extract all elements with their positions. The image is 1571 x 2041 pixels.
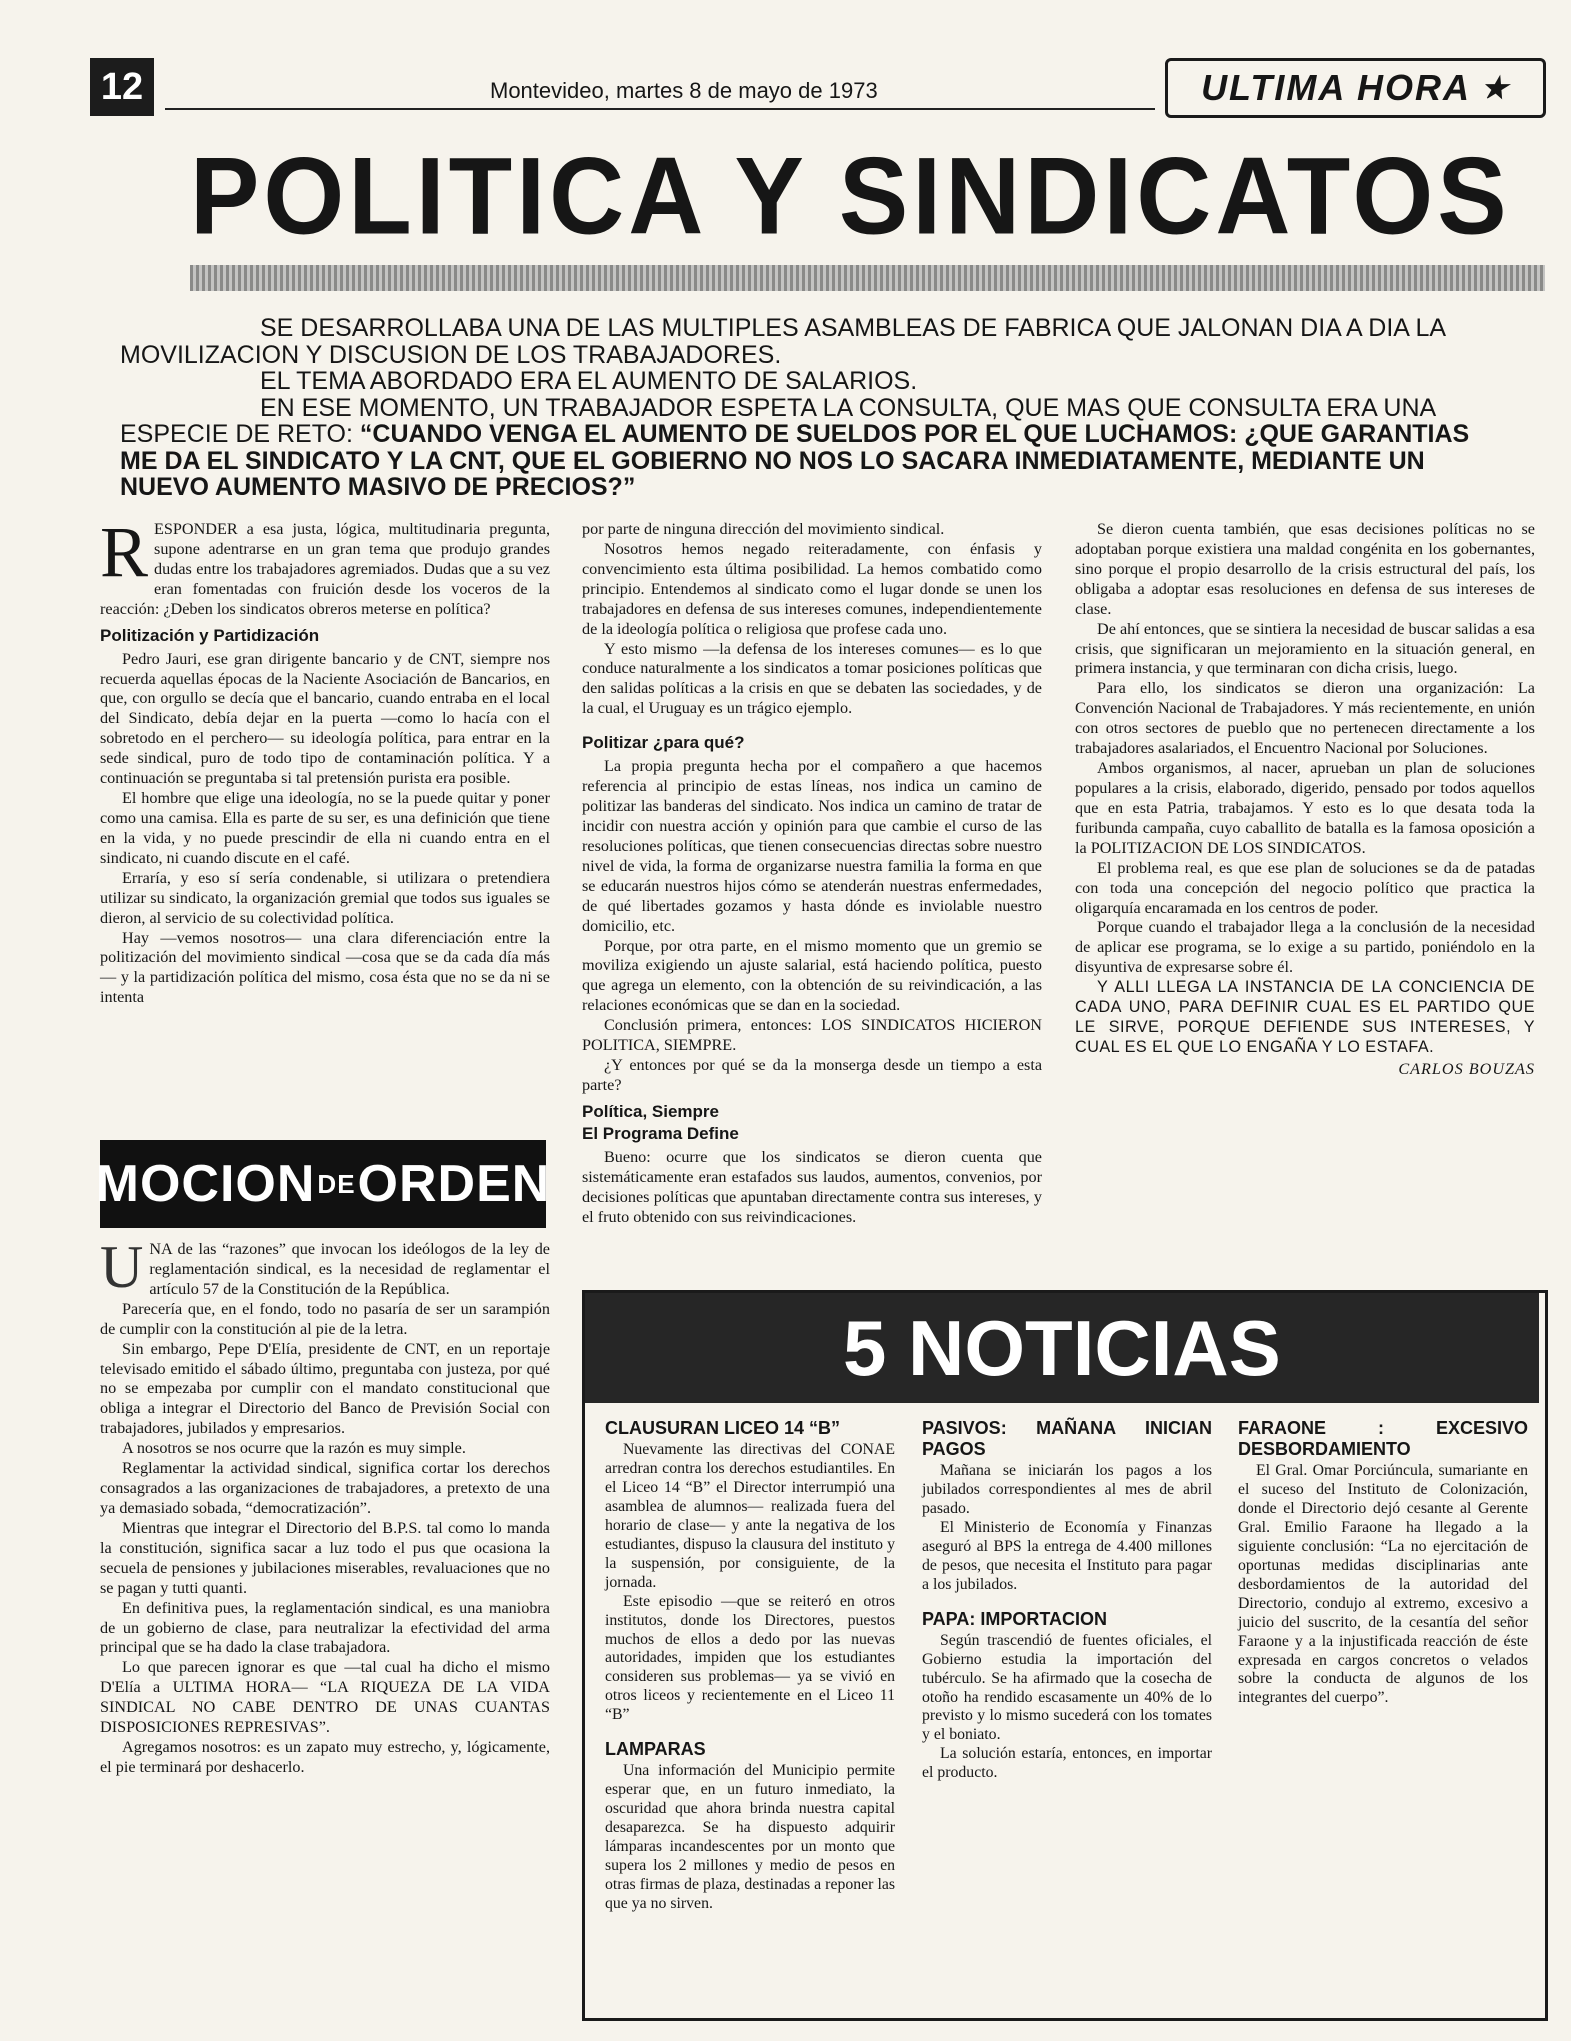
- noticias-column-3: [1238, 1412, 1528, 1708]
- article-p2: Pedro Jauri, ese gran dirigente bancario y de CNT, siempre nos recuerda aquellas épocas de la Naciente Asociación de Bancarios, en que, con orgullo se decía que el bancario, cuando entraba en el local del Sindicato, debía dejar en la puerta —como lo hacía con el sobretodo en el perchero— su ideología política, para entrar en la sede sindical, puro de todo tipo de contaminación política. Y a continuación se preguntaba si tal pretensión purista era posible.: [100, 649, 550, 788]
- noticias-banner: 5 NOTICIAS: [585, 1293, 1539, 1403]
- mocion-p6: Mientras que integrar el Directorio del B.P.S. tal como lo manda la constitución, significa sacar a luz todo el pus que ocasiona la secuela de pensiones y jubilaciones miserables, revaluaciones que no se pagan y tutti quanti.: [100, 1518, 550, 1597]
- article-c3p1: Se dieron cuenta también, que esas decisiones políticas no se adoptaban porque existiera una maldad congénita en los gobernantes, sino porque el propio desarrollo de la crisis estructural del país, los obligaba a adoptar esas resoluciones en defensa de sus intereses de clase.: [1075, 520, 1535, 618]
- mocion-de-orden-banner: [95, 1140, 551, 1228]
- headline: POLITICA Y SINDICATOS: [190, 136, 1511, 258]
- noticias-column-2: [922, 1412, 1212, 1783]
- news-1-p2: Este episodio —que se reiteró en otros institutos, donde los Directores, puestos muchos de ellos a dedo por las nuevas autoridades, impiden que los estudiantes consideren sus problemas— ya se vivió en otros liceos y recientemente en el Liceo 11 “B”: [605, 1592, 895, 1724]
- article-column-1: [100, 512, 550, 1008]
- news-5-title: FARAONE : EXCESIVO DESBORDAMIENTO: [1238, 1418, 1528, 1459]
- news-3-p2: El Ministerio de Economía y Finanzas aseguró al BPS la entrega de 4.400 millones de pesos, que necesita el Instituto para pagar a los jubilados.: [922, 1518, 1212, 1593]
- intro-lead: [120, 315, 1510, 501]
- article-p3: El hombre que elige una ideología, no se la puede quitar y poner como una camisa. Ella es parte de su ser, es una definición que tiene en la vida, y no puede prescindir de ella ni cuando entra en el sindicato, ni cuando discute en el café.: [100, 789, 550, 867]
- news-4-p2: La solución estaría, entonces, en importar el producto.: [922, 1745, 1212, 1782]
- mocion-p3: Sin embargo, Pepe D'Elía, presidente de CNT, en un reportaje televisado emitido el sábado último, preguntaba con justeza, por qué no se empezaba por cumplir con el mandato constitucional que obliga a integrar el Directorio del Banco de Previsión Social con trabajadores, jubilados y empresarios.: [100, 1339, 550, 1438]
- news-1-p1: Nuevamente las directivas del CONAE arredran contra los derechos estudiantiles. En el Liceo 14 “B” el Director interrumpió una asamblea de alumnos— realizada fuera del horario de clase— y ante la negativa de los estudiantes, dispuso la clausura del instituto y la suspensión, por consiguiente, de la jornada.: [605, 1441, 895, 1591]
- article-c3p4: Ambos organismos, al nacer, aprueban un plan de soluciones populares a la crisis, elaborado, digerido, pensado por todos aquellos que en esta Patria, trabajamos. Y esto es lo que desata toda la furibunda campaña, cuyo caballito de batalla es la famosa oposición a la POLITIZACION DE LOS SINDICATOS.: [1075, 759, 1535, 857]
- subheading-1: Politización y Partidización: [100, 625, 320, 645]
- page-number: 12: [90, 58, 154, 116]
- article-c3p3: Para ello, los sindicatos se dieron una organización: La Convención Nacional de Trabajadores. Y más recientemente, en unión con otros sectores de pueblo que no pertenecen directamente a los trabajadores asalariados, el Encuentro Nacional por Soluciones.: [1075, 679, 1535, 758]
- logo-text: ULTIMA HORA: [1201, 67, 1472, 108]
- article-c2p3: Y esto mismo —la defensa de los intereses comunes— es lo que conduce naturalmente a los sindicatos a tomar posiciones políticas que den salidas políticas a la crisis en que se debaten las sociedades, y de la cual, el Uruguay es un trágico ejemplo.: [582, 639, 1042, 718]
- article-c2p6: Conclusión primera, entonces: LOS SINDICATOS HICIERON POLITICA, SIEMPRE.: [582, 1016, 1042, 1055]
- article-c2p5: Porque, por otra parte, en el mismo momento que un gremio se moviliza exigiendo un ajuste salarial, está haciendo política, puesto que agrega un elemento, con la obtención de su reivindicación, a las relaciones económicas que se dan en la sociedad.: [582, 936, 1042, 1015]
- mocion-title-a: MOCION: [95, 1155, 316, 1213]
- mocion-p4: A nosotros se nos ocurre que la razón es muy simple.: [122, 1439, 466, 1458]
- article-column-2: [582, 520, 1042, 1228]
- dropcap: R: [100, 512, 149, 592]
- subheading-2: Politizar ¿para qué?: [582, 733, 745, 753]
- mocion-p5: Reglamentar la actividad sindical, significa cortar los derechos consagrados a las organizaciones de trabajadores, a pretexto de una ya demasiado sobada, “democratización”.: [100, 1459, 550, 1517]
- news-3-p1: Mañana se iniciarán los pagos a los jubilados correspondientes al mes de abril pasado.: [922, 1462, 1212, 1517]
- mocion-p9: Agregamos nosotros: es un zapato muy estrecho, y, lógicamente, el pie terminará por deshacerlo.: [100, 1738, 550, 1776]
- mocion-p1: NA de las “razones” que invocan los ideólogos de la ley de reglamentación sindical, es la necesidad de reglamentar el artículo 57 de la Constitución de la República.: [149, 1240, 550, 1298]
- mocion-title-de: DE: [317, 1168, 356, 1199]
- author-signature: CARLOS BOUZAS: [1398, 1059, 1535, 1078]
- intro-p1: SE DESARROLLABA UNA DE LAS MULTIPLES ASAMBLEAS DE FABRICA QUE JALONAN DIA A DIA LA MOVILIZACION Y DISCUSION DE LOS TRABAJADORES.: [120, 314, 1445, 369]
- news-3-title: PASIVOS: MAÑANA INICIAN PAGOS: [922, 1418, 1212, 1459]
- newspaper-logo: [1165, 58, 1546, 118]
- article-c3p6: Porque cuando el trabajador llega a la conclusión de la necesidad de aplicar ese programa, se lo exige a su partido, poniéndolo en la disyuntiva de expresarse sobre él.: [1075, 918, 1535, 977]
- news-5-p1: El Gral. Omar Porciúncula, sumariante en el suceso del Instituto de Colonización, donde el Directorio dejó cesante al Gerente Gral. Emilio Faraone ha llegado a la siguiente conclusión: “La no ejercitación de oportunas medidas disciplinarias ante desbordamientos de la autoridad del Directorio, condujo al extremo, excesivo a juicio del suscrito, de la cesantía del señor Faraone y a la injustificada reacción de éste expresada en cargos concretos o velados sobre la conducta de algunos de los integrantes del cuerpo”.: [1238, 1462, 1528, 1707]
- mocion-p2: Parecería que, en el fondo, todo no pasaría de ser un sarampión de cumplir con la constitución al pie de la letra.: [100, 1299, 550, 1338]
- subheading-3a: Política, Siempre: [582, 1101, 719, 1121]
- mocion-title-b: ORDEN: [357, 1155, 551, 1213]
- news-4-p1: Según trascendió de fuentes oficiales, el Gobierno estudia la importación del tubérculo. Se ha afirmado que la cosecha de otoño ha rendido escasamente un 40% de lo previsto y lo mismo sucederá con los tomates y el boniato.: [922, 1631, 1212, 1744]
- intro-p3-quote: “CUANDO VENGA EL AUMENTO DE SUELDOS POR EL QUE LUCHAMOS: ¿QUE GARANTIAS ME DA EL SINDICATO Y LA CNT, QUE EL GOBIERNO NO NOS LO SACARA INMEDIATAMENTE, MEDIANTE UN NUEVO AUMENTO MASIVO DE PRECIOS?”: [120, 420, 1470, 501]
- news-4-title: PAPA: IMPORTACION: [922, 1608, 1107, 1629]
- date-line: Montevideo, martes 8 de mayo de 1973: [490, 78, 878, 103]
- title-underline-bar: [190, 265, 1545, 291]
- article-p4: Erraría, y eso sí sería condenable, si utilizara o pretendiera utilizar su sindicato, la organización gremial que todos sus iguales se dieron, al servicio de su colectividad política.: [100, 868, 550, 927]
- noticias-column-1: [605, 1412, 895, 1914]
- mocion-dropcap: U: [100, 1234, 144, 1300]
- intro-p3-text: EN ESE MOMENTO, UN TRABAJADOR ESPETA LA CONSULTA, QUE MAS QUE CONSULTA ERA UNA ESPECIE DE RETO:: [120, 393, 1435, 448]
- mocion-p8: Lo que parecen ignorar es que —tal cual ha dicho el mismo D'Elía a ULTIMA HORA— “LA RIQUEZA DE LA VIDA SINDICAL NO CABE DENTRO DE UNAS CUANTAS DISPOSICIONES REPRESIVAS”.: [100, 1658, 550, 1737]
- article-p5: Hay —vemos nosotros— una clara diferenciación entre la politización del movimiento sindical —cosa que se da cada día más— y la partidización política del mismo, cosa ésta que no se da ni se intenta: [100, 928, 550, 1007]
- mocion-column: [100, 1234, 550, 1778]
- article-c2p4: La propia pregunta hecha por el compañero a que hacemos referencia al principio de estas líneas, nos indica un camino de politizar las banderas del sindicato. Nos indica un camino de tratar de incidir con nuestra acción y opinión para que cambie el curso de las resoluciones políticas, que tienen consecuencias directas sobre nuestro nivel de vida, la forma de organizarse nuestra familia la forma en que se educarán nuestros hijos cómo se atenderán nuestras enfermedades, de qué libertades gozamos y hasta dónde es inviolable nuestro domicilio, etc.: [582, 757, 1042, 935]
- news-2-p1: Una información del Municipio permite esperar que, en un futuro inmediato, la oscuridad que ahora brinda nuestra capital desaparezca. Se ha dispuesto adquirir lámparas incandescentes por un monto que supera los 2 millones y medio de pesos en otras firmas de plaza, destinadas a reponer las que ya no sirven.: [605, 1762, 895, 1912]
- star-icon: ★: [1481, 71, 1510, 105]
- header-rule: [165, 108, 1155, 110]
- article-p1: ESPONDER a esa justa, lógica, multitudinaria pregunta, supone adentrarse en un gran tema que produjo grandes dudas entre los trabajadores agremiados. Dudas que a su vez eran fomentadas con fruición desde los voceros de la reacción: ¿Deben los sindicatos obreros meterse en política?: [100, 520, 550, 618]
- news-2-title: LAMPARAS: [605, 1739, 706, 1760]
- mocion-p7: En definitiva pues, la reglamentación sindical, es una maniobra de un gobierno de clase, para neutralizar la efectividad del arma principal que se ha dado la clase trabajadora.: [100, 1598, 550, 1657]
- subheading-3b: El Programa Define: [582, 1123, 739, 1143]
- article-column-3: [1075, 520, 1535, 1080]
- article-c3p7: Y ALLI LLEGA LA INSTANCIA DE LA CONCIENCIA DE CADA UNO, PARA DEFINIR CUAL ES EL PARTIDO QUE LE SIRVE, PORQUE DEFIENDE SUS INTERESES, Y CUAL ES EL QUE LO ENGAÑA Y LO ESTAFA.: [1075, 978, 1535, 1056]
- article-c2p1: por parte de ninguna dirección del movimiento sindical.: [582, 520, 945, 538]
- article-c3p2: De ahí entonces, que se sintiera la necesidad de buscar salidas a esa crisis, que significaran un mejoramiento en la situación general, en primera instancia, y que terminaran con dicha crisis, luego.: [1075, 619, 1535, 678]
- article-c3p5: El problema real, es que ese plan de soluciones se da de patadas con toda una concepción del negocio político que practica la oligarquía encaramada en los centros de poder.: [1075, 858, 1535, 917]
- article-c2p7: ¿Y entonces por qué se da la monserga desde un tiempo a esta parte?: [582, 1056, 1042, 1094]
- news-1-title: CLAUSURAN LICEO 14 “B”: [605, 1418, 841, 1438]
- article-c2p2: Nosotros hemos negado reiteradamente, con énfasis y convencimiento esta última posibilidad. La hemos combatido como principio. Entendemos al sindicato como el lugar donde se unen los trabajadores en defensa de sus intereses comunes, independientemente de la ideología política o religiosa que profese cada uno.: [582, 539, 1042, 638]
- intro-p2: EL TEMA ABORDADO ERA EL AUMENTO DE SALARIOS.: [260, 367, 918, 395]
- intro-p3: [120, 395, 1510, 501]
- article-c2p8: Bueno: ocurre que los sindicatos se dieron cuenta que sistemáticamente eran estafados sus laudos, aumentos, convenios, por decisiones políticas que apuntaban directamente contra sus intereses, y el fruto obtenido con sus reivindicaciones.: [582, 1147, 1042, 1226]
